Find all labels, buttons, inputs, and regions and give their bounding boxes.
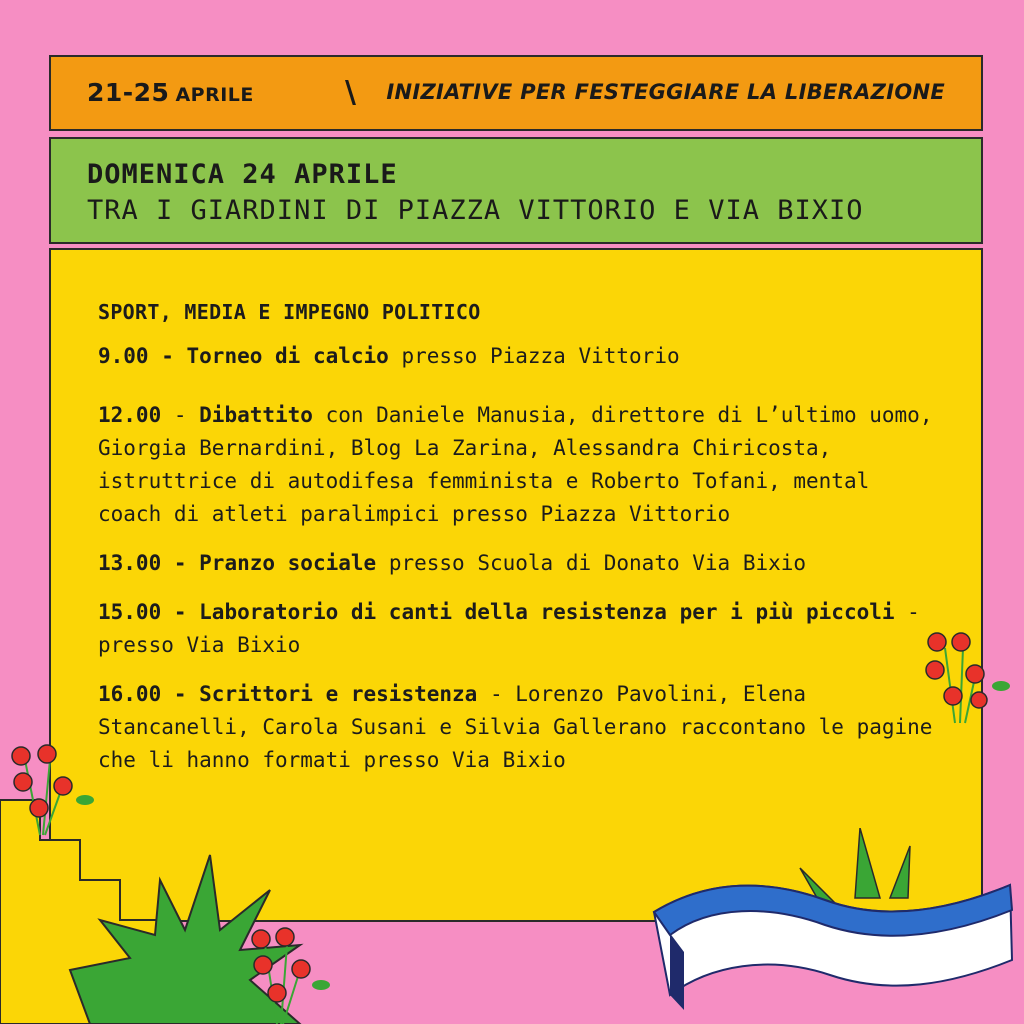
event-details: con Daniele Manusia, direttore di L’ultimo uomo, Giorgia Bernardini, Blog La Zarina, Alessandra Chiricosta, istruttrice di autodifesa femminista e Roberto Tofani, mental coach di atleti paralimpici presso Piazza Vittorio [98,403,933,526]
event-title: Laboratorio di canti della resistenza per i più piccoli [199,600,895,624]
event-title: Dibattito [199,403,313,427]
event-title: Torneo di calcio [186,344,389,368]
event-item [98,340,938,373]
header-separator: \ [345,75,356,110]
event-time: 9.00 [98,344,149,368]
event-dash: - [148,344,187,368]
event-time: 12.00 [98,403,162,427]
date-days: 21-25 [87,78,170,107]
event-details: - Lorenzo Pavolini, Elena Stancanelli, Carola Susani e Silvia Gallerano raccontano le pagine che li hanno formati presso Via Bixio [98,682,933,772]
event-item [98,596,938,662]
event-details: presso Piazza Vittorio [388,344,680,368]
day-date: DOMENICA 24 APRILE [87,159,398,190]
event-time: 15.00 [98,600,162,624]
event-dash: - [161,551,200,575]
event-dash: - [161,403,200,427]
wave-banner-icon [650,870,1024,1024]
event-time: 16.00 [98,682,162,706]
roses-icon [245,925,335,1024]
event-item [98,547,938,580]
header-title: INIZIATIVE PER FESTEGGIARE LA LIBERAZIONE [386,80,945,104]
event-details: presso Scuola di Donato Via Bixio [376,551,807,575]
day-location: TRA I GIARDINI DI PIAZZA VITTORIO E VIA BIXIO [87,195,864,226]
event-time: 13.00 [98,551,162,575]
date-month: APRILE [175,84,254,106]
event-dash: - [161,682,200,706]
date-range [87,78,254,107]
header-banner [49,55,983,131]
event-title: Pranzo sociale [199,551,377,575]
event-item [98,678,938,777]
roses-icon [5,740,100,840]
section-title: SPORT, MEDIA E IMPEGNO POLITICO [98,300,481,324]
event-item [98,399,938,531]
day-banner [49,137,983,244]
event-title: Scrittori e resistenza [199,682,478,706]
event-dash: - [161,600,200,624]
event-details: - presso Via Bixio [98,600,920,657]
program-content [98,300,938,793]
roses-icon [915,628,1015,733]
